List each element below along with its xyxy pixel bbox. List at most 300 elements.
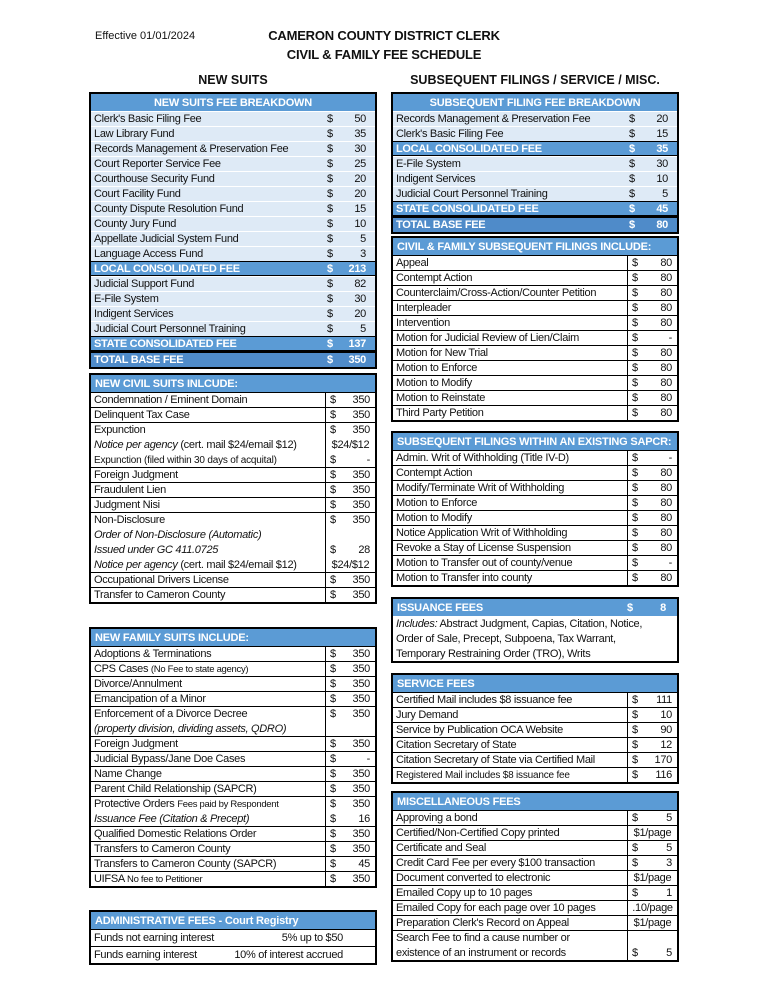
new-civil-suits-include-row-7-currency: $ bbox=[330, 499, 336, 511]
service-fees-row-3-currency: $ bbox=[632, 739, 638, 751]
miscellaneous-fees-row-4 bbox=[393, 870, 677, 885]
new-family-suits-include-row-0-currency: $ bbox=[330, 648, 336, 660]
issuance-fees-row-1-label: Order of Sale, Precept, Subpoena, Tax Warrant, bbox=[396, 632, 616, 645]
new-suits-fee-breakdown-row-14-amount: 5 bbox=[360, 323, 366, 335]
subsequent-filing-fee-breakdown-row-5 bbox=[393, 186, 677, 201]
administrative-fees-court-registry-header bbox=[91, 912, 375, 929]
new-suits-fee-breakdown-row-11-value bbox=[321, 277, 375, 291]
civil-family-subsequent-filings-row-8-label: Motion to Modify bbox=[396, 377, 472, 389]
new-civil-suits-include-row-3-label: Notice per agency (cert. mail $24/email $12) bbox=[94, 438, 297, 451]
new-suits-fee-breakdown-row-14-currency: $ bbox=[327, 323, 333, 335]
effective-date: Effective 01/01/2024 bbox=[95, 30, 196, 42]
new-family-suits-include-row-2-currency: $ bbox=[330, 678, 336, 690]
service-fees-row-5 bbox=[393, 767, 677, 782]
civil-family-subsequent-filings-row-1-label: Contempt Action bbox=[396, 272, 473, 284]
miscellaneous-fees-row-5-currency: $ bbox=[632, 887, 638, 899]
new-civil-suits-include-row-0 bbox=[91, 392, 375, 407]
subsequent-filing-fee-breakdown-row-3-label: E-File System bbox=[396, 158, 461, 170]
service-fees-row-4-amount: 170 bbox=[654, 754, 672, 766]
new-civil-suits-include-row-12-currency: $ bbox=[330, 574, 336, 586]
subsequent-filing-fee-breakdown-row-6-currency: $ bbox=[629, 202, 635, 215]
new-family-suits-include-row-11 bbox=[91, 811, 375, 826]
miscellaneous-fees-row-1 bbox=[393, 825, 677, 840]
new-suits-fee-breakdown-row-10 bbox=[91, 261, 375, 276]
civil-family-subsequent-filings-row-5-amount: - bbox=[668, 332, 672, 344]
subsequent-filing-fee-breakdown-row-5-label: Judicial Court Personnel Training bbox=[396, 188, 548, 200]
civil-family-subsequent-filings-row-1-amount: 80 bbox=[660, 272, 672, 284]
miscellaneous-fees-row-3-label: Credit Card Fee per every $100 transaction bbox=[396, 857, 595, 869]
new-family-suits-include-row-7-currency: $ bbox=[330, 753, 336, 765]
new-civil-suits-include-row-9-label: Order of Non-Disclosure (Automatic) bbox=[94, 528, 262, 541]
new-family-suits-include-row-3-label: Emancipation of a Minor bbox=[94, 693, 206, 705]
new-civil-suits-include-row-12 bbox=[91, 572, 375, 587]
subsequent-filings-existing-sapcr-row-0-amount: - bbox=[668, 452, 672, 464]
new-family-suits-include-row-11-label: Issuance Fee (Citation & Precept) bbox=[94, 812, 250, 825]
new-family-suits-include-row-1 bbox=[91, 661, 375, 676]
civil-family-subsequent-filings-row-10-label: Third Party Petition bbox=[396, 407, 484, 419]
new-suits-fee-breakdown-row-12 bbox=[91, 291, 375, 306]
miscellaneous-fees-row-0-amount: 5 bbox=[666, 812, 672, 824]
miscellaneous-fees-row-5-amount: 1 bbox=[666, 887, 672, 899]
new-family-suits-include-row-4-value bbox=[325, 707, 375, 721]
new-civil-suits-include-row-3-value: $24/$12 bbox=[325, 437, 375, 452]
new-family-suits-include-row-11-value bbox=[325, 811, 375, 826]
civil-family-subsequent-filings-row-5-label: Motion for Judicial Review of Lien/Claim bbox=[396, 332, 580, 344]
new-suits-fee-breakdown-row-5-value bbox=[321, 187, 375, 201]
new-family-suits-include-row-6-label: Foreign Judgment bbox=[94, 738, 178, 750]
new-civil-suits-include-row-11-value: $24/$12 bbox=[325, 557, 375, 572]
new-civil-suits-include-row-12-value bbox=[325, 573, 375, 587]
new-suits-fee-breakdown-row-16-value bbox=[321, 353, 375, 367]
service-fees-row-2-value bbox=[627, 723, 677, 737]
new-suits-fee-breakdown-row-13-amount: 20 bbox=[354, 308, 366, 320]
miscellaneous-fees-row-2-amount: 5 bbox=[666, 842, 672, 854]
subsequent-filings-existing-sapcr-row-7-value bbox=[627, 556, 677, 570]
civil-family-subsequent-filings-row-2-value bbox=[627, 286, 677, 300]
civil-family-subsequent-filings-row-5-currency: $ bbox=[632, 332, 638, 344]
civil-family-subsequent-filings bbox=[391, 236, 679, 422]
miscellaneous-fees-row-5 bbox=[393, 885, 677, 900]
miscellaneous-fees-row-5-label: Emailed Copy up to 10 pages bbox=[396, 887, 533, 899]
subsequent-filing-fee-breakdown-header-label: SUBSEQUENT FILING FEE BREAKDOWN bbox=[429, 96, 641, 109]
new-family-suits-include-row-12-value bbox=[325, 827, 375, 841]
new-suits-fee-breakdown-row-10-value bbox=[321, 262, 375, 275]
new-civil-suits-include-row-7-label: Judgment Nisi bbox=[94, 499, 160, 511]
subsequent-filing-fee-breakdown-row-0 bbox=[393, 111, 677, 126]
new-civil-suits-include-row-10-value bbox=[325, 542, 375, 557]
new-family-suits-include-row-10-amount: 350 bbox=[352, 798, 370, 810]
miscellaneous-fees-row-2-label: Certificate and Seal bbox=[396, 842, 486, 854]
civil-family-subsequent-filings-row-2-currency: $ bbox=[632, 287, 638, 299]
subsequent-filings-existing-sapcr-row-1-amount: 80 bbox=[660, 467, 672, 479]
subsequent-filing-fee-breakdown-row-4-amount: 10 bbox=[656, 173, 668, 185]
new-suits-fee-breakdown-row-7 bbox=[91, 216, 375, 231]
civil-family-subsequent-filings-row-9 bbox=[393, 390, 677, 405]
subsequent-filing-fee-breakdown-row-5-currency: $ bbox=[629, 188, 635, 200]
subsequent-filing-fee-breakdown-row-0-label: Records Management & Preservation Fee bbox=[396, 113, 591, 125]
miscellaneous-fees-row-8-value bbox=[627, 931, 677, 945]
new-suits-fee-breakdown-row-12-label: E-File System bbox=[94, 293, 159, 305]
service-fees-header-label: SERVICE FEES bbox=[397, 677, 475, 690]
new-suits-fee-breakdown-row-14-value bbox=[321, 322, 375, 336]
new-suits-fee-breakdown-row-7-label: County Jury Fund bbox=[94, 218, 177, 230]
miscellaneous-fees-row-5-value bbox=[627, 886, 677, 900]
subsequent-filings-existing-sapcr-row-5-currency: $ bbox=[632, 527, 638, 539]
service-fees-row-5-label: Registered Mail includes $8 issuance fee bbox=[396, 770, 570, 781]
new-suits-fee-breakdown-row-3-label: Court Reporter Service Fee bbox=[94, 158, 221, 170]
subsequent-filing-fee-breakdown-row-3-value bbox=[623, 157, 677, 171]
new-suits-fee-breakdown bbox=[89, 92, 377, 369]
subsequent-filings-existing-sapcr-row-4-currency: $ bbox=[632, 512, 638, 524]
new-suits-fee-breakdown-row-2-label: Records Management & Preservation Fee bbox=[94, 143, 289, 155]
subsequent-filing-fee-breakdown-row-7-value bbox=[623, 218, 677, 232]
civil-family-subsequent-filings-row-9-label: Motion to Reinstate bbox=[396, 392, 486, 404]
miscellaneous-fees-row-0-value bbox=[627, 811, 677, 825]
new-suits-fee-breakdown-row-0 bbox=[91, 111, 375, 126]
civil-family-subsequent-filings-header-label: CIVIL & FAMILY SUBSEQUENT FILINGS INCLUDE: bbox=[397, 240, 652, 253]
civil-family-subsequent-filings-row-7-amount: 80 bbox=[660, 362, 672, 374]
subsequent-filing-fee-breakdown-row-5-value bbox=[623, 187, 677, 201]
service-fees-row-1-label: Jury Demand bbox=[396, 709, 459, 721]
subsequent-filings-existing-sapcr-row-1-currency: $ bbox=[632, 467, 638, 479]
new-family-suits-include-row-8-value bbox=[325, 767, 375, 781]
new-civil-suits-include-row-2-value bbox=[325, 423, 375, 437]
subsequent-filing-fee-breakdown-row-6-label: STATE CONSOLIDATED FEE bbox=[396, 202, 539, 215]
civil-family-subsequent-filings-row-9-currency: $ bbox=[632, 392, 638, 404]
service-fees-row-5-value bbox=[627, 768, 677, 782]
miscellaneous-fees-header-label: MISCELLANEOUS FEES bbox=[397, 795, 521, 808]
new-suits-fee-breakdown-row-2 bbox=[91, 141, 375, 156]
civil-family-subsequent-filings-row-6 bbox=[393, 345, 677, 360]
new-suits-fee-breakdown-row-0-label: Clerk's Basic Filing Fee bbox=[94, 113, 202, 125]
new-suits-fee-breakdown-row-0-currency: $ bbox=[327, 113, 333, 125]
new-family-suits-include-row-0-value bbox=[325, 647, 375, 661]
subsequent-filings-existing-sapcr-header-label: SUBSEQUENT FILINGS WITHIN AN EXISTING SAPCR: bbox=[397, 435, 672, 448]
new-family-suits-include-row-2-amount: 350 bbox=[352, 678, 370, 690]
new-civil-suits-include-row-5 bbox=[91, 467, 375, 482]
new-family-suits-include-row-13-value bbox=[325, 842, 375, 856]
service-fees-row-2-amount: 90 bbox=[660, 724, 672, 736]
new-suits-fee-breakdown-row-4-label: Courthouse Security Fund bbox=[94, 173, 215, 185]
new-family-suits-include-row-0-amount: 350 bbox=[352, 648, 370, 660]
service-fees-row-4-value bbox=[627, 753, 677, 767]
miscellaneous-fees-row-6-value: .10/page bbox=[627, 901, 677, 915]
administrative-fees-court-registry-row-1-value: 10% of interest accrued bbox=[234, 949, 343, 961]
service-fees-row-1 bbox=[393, 707, 677, 722]
new-family-suits-include-row-13-amount: 350 bbox=[352, 843, 370, 855]
new-suits-fee-breakdown-header-label: NEW SUITS FEE BREAKDOWN bbox=[154, 96, 312, 109]
new-family-suits-include-row-10-label: Protective Orders Fees paid by Respondent bbox=[94, 798, 279, 810]
new-suits-fee-breakdown-row-1 bbox=[91, 126, 375, 141]
administrative-fees-court-registry-row-1 bbox=[91, 946, 375, 963]
subsequent-filings-existing-sapcr-row-5-amount: 80 bbox=[660, 527, 672, 539]
subsequent-filings-existing-sapcr-row-4-label: Motion to Modify bbox=[396, 512, 472, 524]
administrative-fees-court-registry-row-0-label: Funds not earning interest bbox=[94, 932, 215, 944]
subsequent-filings-existing-sapcr bbox=[391, 431, 679, 587]
new-family-suits-include-row-6 bbox=[91, 736, 375, 751]
new-suits-fee-breakdown-row-15-amount: 137 bbox=[348, 337, 366, 350]
new-family-suits-include-row-15 bbox=[91, 871, 375, 886]
new-suits-fee-breakdown-row-10-currency: $ bbox=[327, 262, 333, 275]
service-fees-row-2-label: Service by Publication OCA Website bbox=[396, 724, 563, 736]
civil-family-subsequent-filings-row-0-label: Appeal bbox=[396, 257, 429, 269]
new-civil-suits-include-row-1-amount: 350 bbox=[352, 409, 370, 421]
new-family-suits-include-row-11-currency: $ bbox=[330, 812, 336, 825]
issuance-fees bbox=[391, 597, 679, 663]
new-family-suits-include-row-14 bbox=[91, 856, 375, 871]
new-suits-fee-breakdown-row-9-value bbox=[321, 247, 375, 261]
subsequent-filings-existing-sapcr-row-7 bbox=[393, 555, 677, 570]
subsequent-filing-fee-breakdown-row-4 bbox=[393, 171, 677, 186]
subsequent-filing-fee-breakdown-row-7 bbox=[393, 216, 677, 232]
new-suits-fee-breakdown-row-10-amount: 213 bbox=[348, 262, 366, 275]
new-family-suits-include-header bbox=[91, 629, 375, 646]
administrative-fees-court-registry-row-0-value: 5% up to $50 bbox=[281, 932, 343, 944]
subsequent-filing-fee-breakdown-row-6-amount: 45 bbox=[656, 202, 668, 215]
new-suits-fee-breakdown-row-8 bbox=[91, 231, 375, 246]
subsequent-filing-fee-breakdown-row-7-currency: $ bbox=[629, 219, 635, 231]
issuance-fees-row-0-label: Includes: Abstract Judgment, Capias, Citation, Notice, bbox=[396, 617, 643, 630]
issuance-fees-header-label: ISSUANCE FEES bbox=[397, 601, 484, 614]
subsequent-filings-existing-sapcr-row-8-currency: $ bbox=[632, 572, 638, 584]
miscellaneous-fees-row-9-amount: 5 bbox=[666, 946, 672, 959]
subsequent-filing-fee-breakdown-row-4-label: Indigent Services bbox=[396, 173, 476, 185]
civil-family-subsequent-filings-row-7 bbox=[393, 360, 677, 375]
subsequent-filings-existing-sapcr-row-0-value bbox=[627, 451, 677, 465]
miscellaneous-fees-row-3-amount: 3 bbox=[666, 857, 672, 869]
miscellaneous-fees-row-7-value: $1/page bbox=[627, 916, 677, 930]
new-suits-fee-breakdown-row-8-amount: 5 bbox=[360, 233, 366, 245]
new-suits-fee-breakdown-row-13-label: Indigent Services bbox=[94, 308, 174, 320]
civil-family-subsequent-filings-row-2-label: Counterclaim/Cross-Action/Counter Petition bbox=[396, 287, 597, 299]
new-civil-suits-include-row-5-amount: 350 bbox=[352, 469, 370, 481]
new-family-suits-include-row-14-label: Transfers to Cameron County (SAPCR) bbox=[94, 858, 277, 870]
new-suits-fee-breakdown-row-11-amount: 82 bbox=[354, 278, 366, 290]
subsequent-filings-existing-sapcr-row-7-label: Motion to Transfer out of county/venue bbox=[396, 557, 573, 569]
new-civil-suits-include-row-13 bbox=[91, 587, 375, 602]
service-fees-row-0-label: Certified Mail includes $8 issuance fee bbox=[396, 694, 573, 706]
new-civil-suits-include-row-4-amount: - bbox=[366, 453, 370, 466]
miscellaneous-fees bbox=[391, 791, 679, 962]
subsequent-filing-fee-breakdown bbox=[391, 92, 679, 234]
new-suits-fee-breakdown-row-15-currency: $ bbox=[327, 337, 333, 350]
new-suits-fee-breakdown-row-7-currency: $ bbox=[327, 218, 333, 230]
new-family-suits-include-row-14-amount: 45 bbox=[358, 858, 370, 870]
miscellaneous-fees-row-8 bbox=[393, 930, 677, 945]
issuance-fees-row-2 bbox=[393, 646, 677, 661]
new-civil-suits-include-row-12-amount: 350 bbox=[352, 574, 370, 586]
new-suits-fee-breakdown-row-4-value bbox=[321, 172, 375, 186]
right-column-heading: SUBSEQUENT FILINGS / SERVICE / MISC. bbox=[410, 73, 660, 87]
subsequent-filing-fee-breakdown-row-1 bbox=[393, 126, 677, 141]
subsequent-filings-existing-sapcr-row-5 bbox=[393, 525, 677, 540]
new-family-suits-include-row-14-currency: $ bbox=[330, 858, 336, 870]
civil-family-subsequent-filings-row-0-currency: $ bbox=[632, 257, 638, 269]
civil-family-subsequent-filings-row-8 bbox=[393, 375, 677, 390]
new-suits-fee-breakdown-row-13-currency: $ bbox=[327, 308, 333, 320]
issuance-fees-row-0 bbox=[393, 616, 677, 631]
subsequent-filings-existing-sapcr-row-6-label: Revoke a Stay of License Suspension bbox=[396, 542, 571, 554]
new-civil-suits-include-row-4-value bbox=[325, 452, 375, 467]
subsequent-filings-existing-sapcr-row-4-amount: 80 bbox=[660, 512, 672, 524]
civil-family-subsequent-filings-row-2 bbox=[393, 285, 677, 300]
new-family-suits-include-row-10 bbox=[91, 796, 375, 811]
new-civil-suits-include-header bbox=[91, 375, 375, 392]
administrative-fees-court-registry-header-label: ADMINISTRATIVE FEES - Court Registry bbox=[95, 914, 299, 927]
new-civil-suits-include-row-6-value bbox=[325, 483, 375, 497]
new-family-suits-include-row-5-label: (property division, dividing assets, QDRO) bbox=[94, 722, 287, 735]
new-suits-fee-breakdown-row-6-label: County Dispute Resolution Fund bbox=[94, 203, 244, 215]
new-civil-suits-include-row-6 bbox=[91, 482, 375, 497]
new-suits-fee-breakdown-row-3 bbox=[91, 156, 375, 171]
civil-family-subsequent-filings-row-0 bbox=[393, 255, 677, 270]
new-civil-suits-include-row-2-label: Expunction bbox=[94, 424, 146, 436]
service-fees bbox=[391, 673, 679, 784]
issuance-fees-header bbox=[393, 599, 677, 616]
civil-family-subsequent-filings-row-9-value bbox=[627, 391, 677, 405]
civil-family-subsequent-filings-header bbox=[393, 238, 677, 255]
issuance-fees-row-1 bbox=[393, 631, 677, 646]
new-civil-suits-include-row-0-currency: $ bbox=[330, 394, 336, 406]
new-suits-fee-breakdown-row-5 bbox=[91, 186, 375, 201]
new-suits-fee-breakdown-row-14 bbox=[91, 321, 375, 336]
new-family-suits-include-row-3-currency: $ bbox=[330, 693, 336, 705]
new-family-suits-include-row-3-value bbox=[325, 692, 375, 706]
service-fees-row-0-amount: 111 bbox=[656, 694, 672, 706]
civil-family-subsequent-filings-row-0-value bbox=[627, 256, 677, 270]
subsequent-filings-existing-sapcr-row-0 bbox=[393, 450, 677, 465]
new-civil-suits-include-row-0-label: Condemnation / Eminent Domain bbox=[94, 394, 248, 406]
new-suits-fee-breakdown-row-12-amount: 30 bbox=[354, 293, 366, 305]
subsequent-filings-existing-sapcr-row-3-currency: $ bbox=[632, 497, 638, 509]
new-family-suits-include-row-13-currency: $ bbox=[330, 843, 336, 855]
new-suits-fee-breakdown-row-15 bbox=[91, 336, 375, 351]
new-family-suits-include-row-12-label: Qualified Domestic Relations Order bbox=[94, 828, 257, 840]
subsequent-filings-existing-sapcr-row-3-amount: 80 bbox=[660, 497, 672, 509]
service-fees-row-4-currency: $ bbox=[632, 754, 638, 766]
new-family-suits-include-row-12-amount: 350 bbox=[352, 828, 370, 840]
service-fees-row-2-currency: $ bbox=[632, 724, 638, 736]
issuance-fees-header-value bbox=[623, 602, 673, 614]
subsequent-filings-existing-sapcr-row-1 bbox=[393, 465, 677, 480]
subsequent-filing-fee-breakdown-row-6 bbox=[393, 201, 677, 216]
subsequent-filings-existing-sapcr-header bbox=[393, 433, 677, 450]
subsequent-filing-fee-breakdown-row-7-label: TOTAL BASE FEE bbox=[396, 219, 486, 231]
new-family-suits-include-row-8-label: Name Change bbox=[94, 768, 162, 780]
subsequent-filing-fee-breakdown-row-4-value bbox=[623, 172, 677, 186]
new-suits-fee-breakdown-row-8-label: Appellate Judicial System Fund bbox=[94, 233, 239, 245]
civil-family-subsequent-filings-row-8-currency: $ bbox=[632, 377, 638, 389]
new-family-suits-include-row-0 bbox=[91, 646, 375, 661]
civil-family-subsequent-filings-row-6-currency: $ bbox=[632, 347, 638, 359]
subsequent-filing-fee-breakdown-row-3 bbox=[393, 156, 677, 171]
subsequent-filings-existing-sapcr-row-6 bbox=[393, 540, 677, 555]
new-suits-fee-breakdown-row-10-label: LOCAL CONSOLIDATED FEE bbox=[94, 262, 240, 275]
civil-family-subsequent-filings-row-3-label: Interpleader bbox=[396, 302, 452, 314]
new-civil-suits-include-row-4-currency: $ bbox=[330, 453, 336, 466]
new-family-suits-include-row-9-amount: 350 bbox=[352, 783, 370, 795]
service-fees-row-1-currency: $ bbox=[632, 709, 638, 721]
subsequent-filing-fee-breakdown-row-1-value bbox=[623, 127, 677, 141]
civil-family-subsequent-filings-row-6-value bbox=[627, 346, 677, 360]
new-civil-suits-include-row-8-amount: 350 bbox=[352, 514, 370, 526]
subsequent-filings-existing-sapcr-row-8-value bbox=[627, 571, 677, 585]
miscellaneous-fees-row-7 bbox=[393, 915, 677, 930]
service-fees-row-1-value bbox=[627, 708, 677, 722]
subsequent-filing-fee-breakdown-row-2-amount: 35 bbox=[656, 142, 668, 155]
miscellaneous-fees-row-7-label: Preparation Clerk's Record on Appeal bbox=[396, 917, 569, 929]
new-civil-suits-include-row-9-value bbox=[325, 527, 375, 542]
new-civil-suits-include-row-11 bbox=[91, 557, 375, 572]
new-family-suits-include-row-15-label: UIFSA No fee to Petitioner bbox=[94, 873, 203, 885]
new-family-suits-include-row-13-label: Transfers to Cameron County bbox=[94, 843, 231, 855]
new-family-suits-include-row-14-value bbox=[325, 857, 375, 871]
service-fees-row-3-amount: 12 bbox=[660, 739, 672, 751]
new-suits-fee-breakdown-row-11 bbox=[91, 276, 375, 291]
new-civil-suits-include-row-13-amount: 350 bbox=[352, 589, 370, 601]
subsequent-filings-existing-sapcr-row-6-amount: 80 bbox=[660, 542, 672, 554]
new-civil-suits-include-row-5-value bbox=[325, 468, 375, 482]
administrative-fees-court-registry bbox=[89, 910, 377, 965]
miscellaneous-fees-row-9-value bbox=[627, 945, 677, 960]
new-family-suits-include-row-4-currency: $ bbox=[330, 708, 336, 720]
new-civil-suits-include-row-12-label: Occupational Drivers License bbox=[94, 574, 229, 586]
new-suits-fee-breakdown-row-3-currency: $ bbox=[327, 158, 333, 170]
new-civil-suits-include-row-11-label: Notice per agency (cert. mail $24/email $12) bbox=[94, 558, 297, 571]
new-civil-suits-include-header-label: NEW CIVIL SUITS INLCUDE: bbox=[95, 377, 238, 390]
subsequent-filings-existing-sapcr-row-3 bbox=[393, 495, 677, 510]
miscellaneous-fees-row-4-label: Document converted to electronic bbox=[396, 872, 551, 884]
subsequent-filings-existing-sapcr-row-6-value bbox=[627, 541, 677, 555]
miscellaneous-fees-row-8-label: Search Fee to find a cause number or bbox=[396, 932, 570, 944]
subsequent-filings-existing-sapcr-row-4 bbox=[393, 510, 677, 525]
civil-family-subsequent-filings-row-3-value bbox=[627, 301, 677, 315]
civil-family-subsequent-filings-row-5 bbox=[393, 330, 677, 345]
new-family-suits-include-row-3 bbox=[91, 691, 375, 706]
service-fees-row-2 bbox=[393, 722, 677, 737]
subsequent-filing-fee-breakdown-row-5-amount: 5 bbox=[662, 188, 668, 200]
new-family-suits-include-row-7-value bbox=[325, 752, 375, 766]
new-suits-fee-breakdown-row-2-value bbox=[321, 142, 375, 156]
new-suits-fee-breakdown-row-4-amount: 20 bbox=[354, 173, 366, 185]
new-civil-suits-include-row-1-label: Delinquent Tax Case bbox=[94, 409, 190, 421]
new-suits-fee-breakdown-row-1-value bbox=[321, 127, 375, 141]
new-civil-suits-include-row-5-currency: $ bbox=[330, 469, 336, 481]
miscellaneous-fees-row-2-currency: $ bbox=[632, 842, 638, 854]
subsequent-filings-existing-sapcr-row-8-amount: 80 bbox=[660, 572, 672, 584]
new-family-suits-include-row-8-amount: 350 bbox=[352, 768, 370, 780]
civil-family-subsequent-filings-row-3 bbox=[393, 300, 677, 315]
civil-family-subsequent-filings-row-3-amount: 80 bbox=[660, 302, 672, 314]
new-suits-fee-breakdown-row-13 bbox=[91, 306, 375, 321]
service-fees-row-3-label: Citation Secretary of State bbox=[396, 739, 517, 751]
new-suits-fee-breakdown-row-2-amount: 30 bbox=[354, 143, 366, 155]
new-suits-fee-breakdown-row-9-currency: $ bbox=[327, 248, 333, 260]
civil-family-subsequent-filings-row-4-value bbox=[627, 316, 677, 330]
issuance-fees-row-2-label: Temporary Restraining Order (TRO), Writs bbox=[396, 647, 591, 660]
new-suits-fee-breakdown-row-1-label: Law Library Fund bbox=[94, 128, 175, 140]
new-civil-suits-include-row-2-currency: $ bbox=[330, 424, 336, 436]
subsequent-filings-existing-sapcr-row-2-amount: 80 bbox=[660, 482, 672, 494]
service-fees-row-4 bbox=[393, 752, 677, 767]
civil-family-subsequent-filings-row-10 bbox=[393, 405, 677, 420]
new-suits-fee-breakdown-row-16-amount: 350 bbox=[348, 354, 366, 366]
civil-family-subsequent-filings-row-1 bbox=[393, 270, 677, 285]
new-family-suits-include-row-13 bbox=[91, 841, 375, 856]
new-suits-fee-breakdown-row-15-value bbox=[321, 337, 375, 350]
subsequent-filing-fee-breakdown-header bbox=[393, 94, 677, 111]
new-family-suits-include-row-15-currency: $ bbox=[330, 873, 336, 885]
